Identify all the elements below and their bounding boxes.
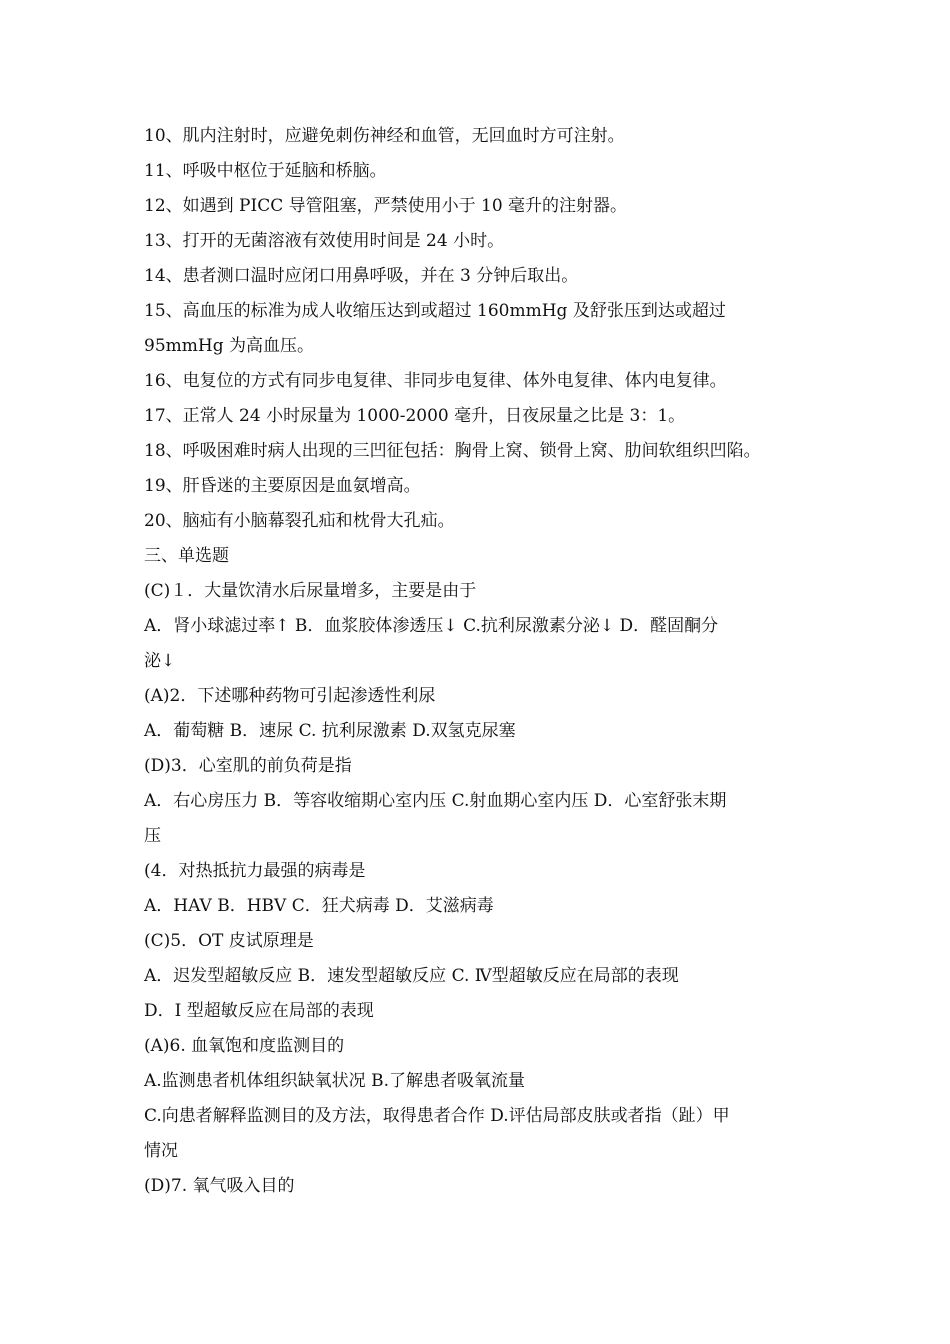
question-3: (D)3．心室肌的前负荷是指 (144, 756, 352, 776)
statement-15: 15、高血压的标准为成人收缩压达到或超过 160mmHg 及舒张压到达或超过 (144, 301, 726, 321)
document-body (144, 119, 812, 1204)
statement-17: 17、正常人 24 小时尿量为 1000-2000 毫升，日夜尿量之比是 3：1。 (144, 406, 686, 426)
question-5: (C)5．OT 皮试原理是 (144, 931, 314, 951)
statement-15-cont: 95mmHg 为高血压。 (144, 336, 314, 356)
question-1-options: A．肾小球滤过率↑ B．血浆胶体渗透压↓ C.抗利尿激素分泌↓ D．醛固酮分 (144, 616, 719, 636)
question-4: (4．对热抵抗力最强的病毒是 (144, 861, 366, 881)
question-5-options-cont: D．I 型超敏反应在局部的表现 (144, 1001, 374, 1021)
question-3-options: A．右心房压力 B．等容收缩期心室内压 C.射血期心室内压 D．心室舒张末期 (144, 791, 727, 811)
statement-20: 20、脑疝有小脑幕裂孔疝和枕骨大孔疝。 (144, 511, 455, 531)
section-heading: 三、单选题 (144, 546, 229, 566)
question-2-options: A．葡萄糖 B．速尿 C. 抗利尿激素 D.双氢克尿塞 (144, 721, 516, 741)
question-6: (A)6. 血氧饱和度监测目的 (144, 1036, 345, 1056)
question-6-options-c: C.向患者解释监测目的及方法，取得患者合作 D.评估局部皮肤或者指（趾）甲 (144, 1106, 730, 1126)
question-2: (A)2．下述哪种药物可引起渗透性利尿 (144, 686, 436, 706)
question-7: (D)7. 氧气吸入目的 (144, 1176, 295, 1196)
statement-12: 12、如遇到 PICC 导管阻塞，严禁使用小于 10 毫升的注射器。 (144, 196, 628, 216)
question-6-options-a: A.监测患者机体组织缺氧状况 B.了解患者吸氧流量 (144, 1071, 525, 1091)
question-5-options: A．迟发型超敏反应 B．速发型超敏反应 C. Ⅳ型超敏反应在局部的表现 (144, 966, 679, 986)
statement-19: 19、肝昏迷的主要原因是血氨增高。 (144, 476, 421, 496)
statement-11: 11、呼吸中枢位于延脑和桥脑。 (144, 161, 387, 181)
question-3-options-cont: 压 (144, 826, 161, 846)
statement-10: 10、肌内注射时，应避免刺伤神经和血管，无回血时方可注射。 (144, 126, 625, 146)
question-4-options: A．HAV B．HBV C．狂犬病毒 D．艾滋病毒 (144, 896, 494, 916)
statement-16: 16、电复位的方式有同步电复律、非同步电复律、体外电复律、体内电复律。 (144, 371, 727, 391)
statement-14: 14、患者测口温时应闭口用鼻呼吸，并在 3 分钟后取出。 (144, 266, 579, 286)
statement-18: 18、呼吸困难时病人出现的三凹征包括：胸骨上窝、锁骨上窝、肋间软组织凹陷。 (144, 441, 761, 461)
statement-13: 13、打开的无菌溶液有效使用时间是 24 小时。 (144, 231, 505, 251)
question-1-options-cont: 泌↓ (144, 651, 176, 671)
question-6-options-cont: 情况 (144, 1141, 178, 1161)
question-1: (C)１．大量饮清水后尿量增多，主要是由于 (144, 581, 477, 601)
